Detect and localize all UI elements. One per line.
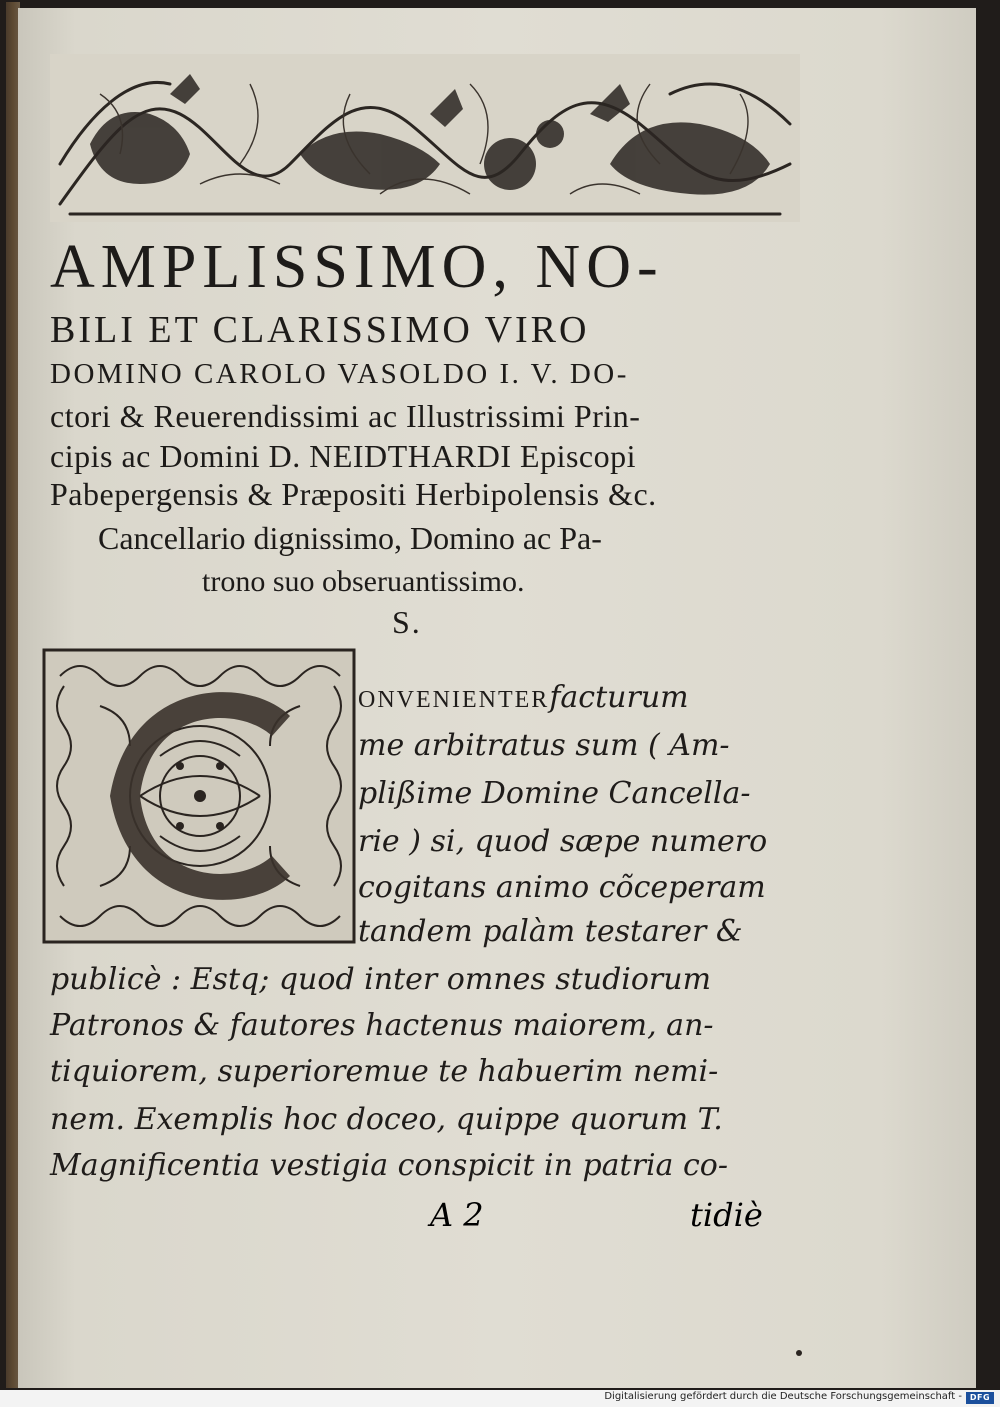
title-line: Pabepergensis & Præpositi Herbipolensis &c. [50, 476, 657, 512]
title-line: cipis ac Domini D. NEIDTHARDI Episcopi [50, 438, 637, 474]
body-line: tiquiorem, superioremue te habuerim nemi- [50, 1054, 719, 1089]
title-line: Cancellario dignissimo, Domino ac Pa- [98, 520, 602, 556]
body-line: plißime Domine Cancella- [358, 776, 751, 811]
title-line: BILI ET CLARISSIMO VIRO [50, 309, 590, 351]
catchword: tidiè [690, 1196, 763, 1234]
ornamental-headpiece [50, 54, 800, 222]
footer-credit: Digitalisierung gefördert durch die Deutsche Forschungsgemeinschaft - [604, 1391, 962, 1402]
salutation: S. [392, 604, 422, 640]
body-line: publicè : Estq; quod inter omnes studiorum [50, 962, 712, 997]
body-line [358, 680, 689, 715]
body-line-text: facturum [549, 680, 689, 715]
body-line: me arbitratus sum ( Am- [358, 728, 730, 763]
bleed-through-shadow [660, 540, 960, 570]
title-line: AMPLISSIMO, NO- [50, 233, 664, 301]
body-line: nem. Exemplis hoc doceo, quippe quorum T. [50, 1102, 723, 1137]
body-line: Patronos & fautores hactenus maiorem, an- [50, 1008, 714, 1043]
body-line: Magnificentia vestigia conspicit in patria co- [50, 1148, 728, 1183]
decorated-initial-c [40, 646, 358, 946]
title-line: DOMINO CAROLO VASOLDO I. V. DO- [50, 358, 629, 390]
ink-speck [796, 1350, 802, 1356]
opening-word: ONVENIENTER [358, 687, 550, 713]
body-line: cogitans animo cõceperam [358, 870, 766, 905]
signature-mark: A 2 [430, 1196, 484, 1234]
title-line: trono suo obseruantissimo. [202, 565, 525, 598]
body-line: rie ) si, quod sæpe numero [358, 824, 768, 859]
dfg-logo[interactable]: DFG [966, 1392, 994, 1404]
title-line: ctori & Reuerendissimi ac Illustrissimi Prin- [50, 398, 641, 434]
digitization-footer [0, 1390, 1000, 1407]
body-line: tandem palàm testarer & [358, 914, 743, 949]
